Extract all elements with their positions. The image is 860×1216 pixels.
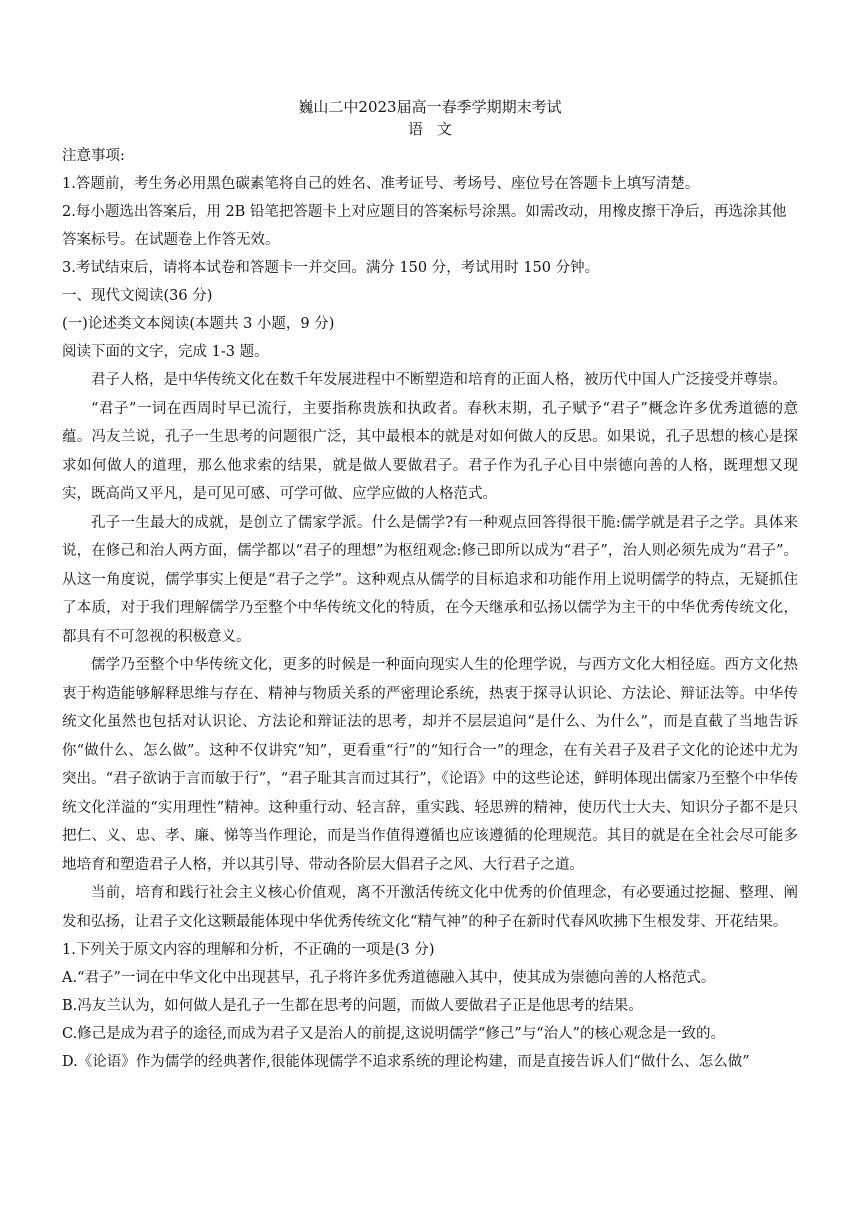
notice-block (62, 142, 798, 282)
section-header (62, 282, 798, 366)
subsection-heading: (一)论述类文本阅读(本题共 3 小题，9 分) (62, 316, 335, 332)
notice-heading: 注意事项: (62, 148, 125, 164)
notice-item-2: 2.每小题选出答案后，用 2B 铅笔把答题卡上对应题目的答案标号涂黑。如需改动，用橡皮擦干净后，再选涂其他答案标号。在试题卷上作答无效。 (62, 204, 787, 248)
option-d: D.《论语》作为儒学的经典著作,很能体现儒学不追求系统的理论构建，而是直接告诉人们“做什么、怎么做” (62, 1054, 750, 1070)
part-heading: 一、现代文阅读(36 分) (62, 288, 213, 304)
passage-paragraph: 君子人格，是中华传统文化在数千年发展进程中不断塑造和培育的正面人格，被历代中国人广泛接受并尊崇。 (91, 372, 787, 388)
option-a: A.“君子”一词在中华文化中出现甚早，孔子将许多优秀道德融入其中，使其成为崇德向善的人格范式。 (62, 970, 716, 986)
option-b: B.冯友兰认为，如何做人是孔子一生都在思考的问题，而做人要做君子正是他思考的结果。 (62, 998, 643, 1014)
subject-title: 语文 (407, 120, 466, 138)
question-stem: 1.下列关于原文内容的理解和分析，不正确的一项是(3 分) (62, 942, 435, 958)
passage-paragraph: 儒学乃至整个中华传统文化，更多的时候是一种面向现实人生的伦理学说，与西方文化大相径庭。西方文化热衷于构造能够解释思维与存在、精神与物质关系的严密理论系统，热衷于探寻认识论、方法论、辩证法等。中华传统文化虽然也包括对认识论、方法论和辩证法的思考，却并不层层追问“是什么、为什么”，而是直截了当地告诉你“做什么、怎么做”。这种不仅讲究“知”，更看重“行”的“知行合一”的理念，在有关君子及君子文化的论述中尤为突出。“君子欲讷于言而敏于行”，“君子耻其言而过其行”，《论语》中的这些论述，鲜明体现出儒家乃至整个中华传统文化洋溢的“实用理性”精神。这种重行动、轻言辞，重实践、轻思辨的精神，使历代士大夫、知识分子都不是只把仁、义、忠、孝、廉、悌等当作理论，而是当作值得遵循也应该遵循的伦理规范。其目的就是在全社会尽可能多地培育和塑造君子人格，并以其引导、带动各阶层大倡君子之风、大行君子之道。 (62, 657, 798, 873)
reading-passage (62, 366, 798, 936)
exam-page (62, 96, 798, 1076)
question-1 (62, 936, 798, 1076)
option-c: C.修己是成为君子的途径,而成为君子又是治人的前提,这说明儒学“修己”与“治人”的核心观念是一致的。 (62, 1026, 726, 1042)
passage-paragraph: 当前，培育和践行社会主义核心价值观，离不开激活传统文化中优秀的价值理念，有必要通过挖掘、整理、阐发和弘扬，让君子文化这颗最能体现中华优秀传统文化“精气神”的种子在新时代春风吹拂下生根发芽、开花结果。 (62, 885, 798, 930)
notice-item-1: 1.答题前，考生务必用黑色碳素笔将自己的姓名、准考证号、考场号、座位号在答题卡上填写清楚。 (62, 176, 700, 192)
passage-paragraph: “君子”一词在西周时早已流行，主要指称贵族和执政者。春秋末期，孔子赋予“君子”概念许多优秀道德的意蕴。冯友兰说，孔子一生思考的问题很广泛，其中最根本的就是对如何做人的反思。如果说，孔子思想的核心是探求如何做人的道理，那么他求索的结果，就是做人要做君子。君子作为孔子心目中崇德向善的人格，既理想又现实，既高尚又平凡，是可见可感、可学可做、应学应做的人格范式。 (62, 400, 798, 502)
exam-title: 巍山二中2023届高一春季学期期末考试 (298, 98, 562, 116)
passage-paragraph: 孔子一生最大的成就，是创立了儒家学派。什么是儒学?有一种观点回答得很干脆:儒学就是君子之学。具体来说，在修己和治人两方面，儒学都以“君子的理想”为枢纽观念:修己即所以成为“君子”，治人则必须先成为“君子”。从这一角度说，儒学事实上便是“君子之学”。这种观点从儒学的目标追求和功能作用上说明儒学的特点，无疑抓住了本质，对于我们理解儒学乃至整个中华传统文化的特质，在今天继承和弘扬以儒学为主干的中华优秀传统文化，都具有不可忽视的积极意义。 (62, 514, 798, 645)
reading-instruction: 阅读下面的文字，完成 1-3 题。 (62, 344, 269, 360)
notice-item-3: 3.考试结束后，请将本试卷和答题卡一并交回。满分 150 分，考试用时 150 分钟。 (62, 260, 600, 276)
